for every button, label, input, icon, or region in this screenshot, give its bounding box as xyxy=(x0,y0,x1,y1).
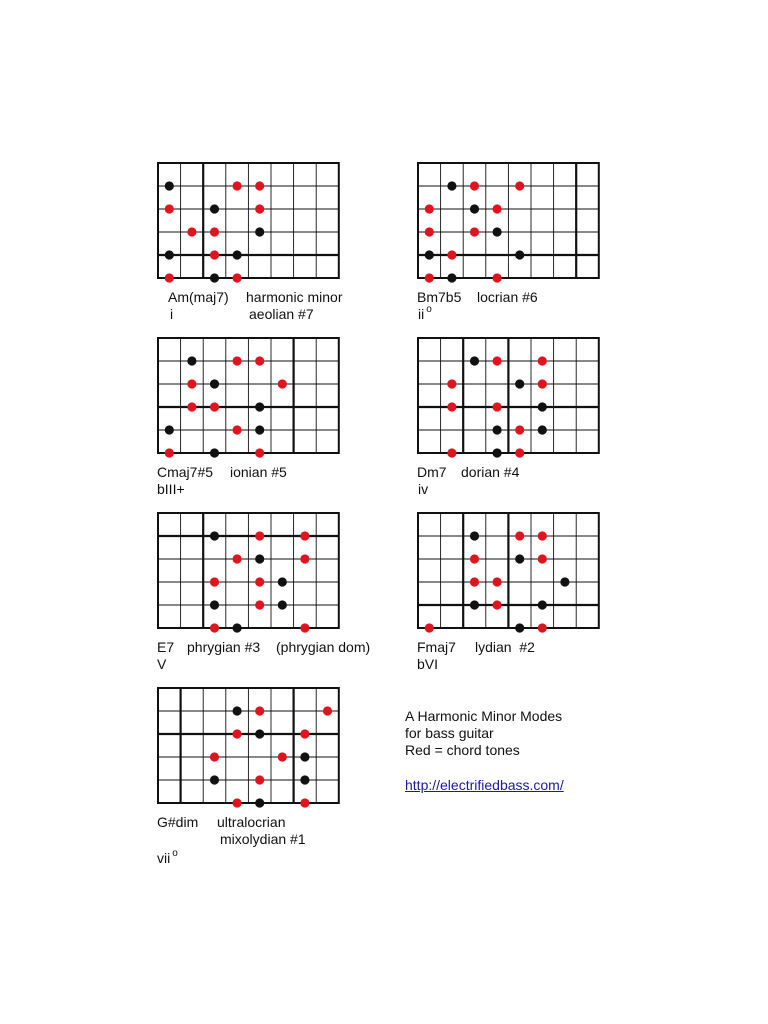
chord-tone-dot xyxy=(538,554,547,563)
chord-name: Cmaj7#5 xyxy=(157,464,214,480)
scale-tone-dot xyxy=(210,531,219,540)
chord-tone-dot xyxy=(233,798,242,807)
scale-tone-dot xyxy=(255,425,264,434)
scale-tone-dot xyxy=(447,181,456,190)
scale-tone-dot xyxy=(470,356,479,365)
chord-tone-dot xyxy=(425,273,434,282)
chord-tone-dot xyxy=(447,250,456,259)
scale-degree: vii $^o$ xyxy=(157,848,178,866)
mode-name: dorian #4 xyxy=(461,464,520,480)
chord-tone-dot xyxy=(233,273,242,282)
scale-tone-dot xyxy=(538,600,547,609)
scale-tone-dot xyxy=(470,531,479,540)
chord-tone-dot xyxy=(515,425,524,434)
chord-tone-dot xyxy=(210,402,219,411)
scale-degree: bIII+ xyxy=(157,481,185,497)
scale-tone-dot xyxy=(493,425,502,434)
chord-tone-dot xyxy=(210,623,219,632)
fretboard-diagram-fmaj7 xyxy=(417,512,601,630)
mode-name: ionian #5 xyxy=(230,464,287,480)
chord-tone-dot xyxy=(425,204,434,213)
chord-tone-dot xyxy=(255,356,264,365)
chord-tone-dot xyxy=(233,425,242,434)
scale-tone-dot xyxy=(515,623,524,632)
fretboard-diagram-cmaj7-sharp5 xyxy=(157,337,341,455)
chord-tone-dot xyxy=(470,554,479,563)
chord-tone-dot xyxy=(255,204,264,213)
scale-tone-dot xyxy=(255,402,264,411)
chord-name: G#dim xyxy=(157,814,199,830)
chord-tone-dot xyxy=(255,448,264,457)
scale-tone-dot xyxy=(165,250,174,259)
chord-tone-dot xyxy=(187,402,196,411)
chord-tone-dot xyxy=(323,706,332,715)
chord-name: Bm7b5 xyxy=(417,289,462,305)
chord-tone-dot xyxy=(187,227,196,236)
scale-tone-dot xyxy=(447,273,456,282)
chord-tone-dot xyxy=(278,752,287,761)
diminished-symbol: o xyxy=(172,848,178,859)
scale-tone-dot xyxy=(255,554,264,563)
scale-degree: i xyxy=(170,306,174,322)
scale-tone-dot xyxy=(233,250,242,259)
scale-degree: bVI xyxy=(417,656,439,672)
chord-tone-dot xyxy=(187,379,196,388)
legend-title: A Harmonic Minor Modes xyxy=(405,708,563,724)
mode-name: harmonic minor xyxy=(246,289,343,305)
scale-degree: iv xyxy=(418,481,429,497)
scale-tone-dot xyxy=(210,600,219,609)
chord-tone-dot xyxy=(493,273,502,282)
fretboard-diagram-am-maj7 xyxy=(157,162,341,280)
chord-tone-dot xyxy=(255,531,264,540)
mode-name-alt: (phrygian dom) xyxy=(276,639,371,655)
chord-tone-dot xyxy=(255,706,264,715)
fretboard-diagram-bm7b5 xyxy=(417,162,601,280)
scale-tone-dot xyxy=(233,623,242,632)
diminished-symbol: o xyxy=(426,304,432,315)
chord-tone-dot xyxy=(210,227,219,236)
scale-tone-dot xyxy=(470,204,479,213)
scale-tone-dot xyxy=(233,706,242,715)
chord-tone-dot xyxy=(470,181,479,190)
chord-tone-dot xyxy=(165,273,174,282)
chord-tone-dot xyxy=(470,227,479,236)
scale-tone-dot xyxy=(210,379,219,388)
fretboard-diagram-dm7 xyxy=(417,337,601,455)
scale-tone-dot xyxy=(278,600,287,609)
fretboard-diagram-g-sharp-dim xyxy=(157,687,341,805)
chord-tone-dot xyxy=(493,577,502,586)
chord-tone-dot xyxy=(300,623,309,632)
chord-tone-dot xyxy=(515,448,524,457)
scale-tone-dot xyxy=(255,798,264,807)
scale-tone-dot xyxy=(425,250,434,259)
scale-tone-dot xyxy=(515,250,524,259)
chord-tone-dot xyxy=(255,577,264,586)
chord-name: Dm7 xyxy=(417,464,447,480)
chord-tone-dot xyxy=(425,623,434,632)
website-link[interactable]: http://electrifiedbass.com/ xyxy=(405,777,564,793)
scale-tone-dot xyxy=(210,273,219,282)
chord-tone-dot xyxy=(538,356,547,365)
scale-tone-dot xyxy=(165,425,174,434)
chord-tone-dot xyxy=(165,204,174,213)
scale-tone-dot xyxy=(210,775,219,784)
scale-tone-dot xyxy=(300,752,309,761)
mode-name: locrian #6 xyxy=(477,289,538,305)
chord-tone-dot xyxy=(278,379,287,388)
mode-name: lydian #2 xyxy=(475,639,535,655)
chord-tone-dot xyxy=(425,227,434,236)
chord-tone-dot xyxy=(210,577,219,586)
scale-tone-dot xyxy=(560,577,569,586)
chord-tone-dot xyxy=(210,752,219,761)
chord-tone-dot xyxy=(447,448,456,457)
scale-degree: ii $^o$ xyxy=(418,304,432,322)
chord-tone-dot xyxy=(515,181,524,190)
chord-tone-dot xyxy=(255,600,264,609)
scale-tone-dot xyxy=(493,448,502,457)
chord-tone-dot xyxy=(447,402,456,411)
chord-tone-dot xyxy=(300,798,309,807)
fretboard-diagram-e7 xyxy=(157,512,341,630)
scale-tone-dot xyxy=(538,425,547,434)
chord-tone-dot xyxy=(493,356,502,365)
chord-tone-dot xyxy=(233,181,242,190)
chord-tone-dot xyxy=(470,577,479,586)
scale-tone-dot xyxy=(538,402,547,411)
chord-tone-dot xyxy=(493,600,502,609)
chord-tone-dot xyxy=(515,531,524,540)
mode-name-alt: mixolydian #1 xyxy=(220,831,306,847)
scale-tone-dot xyxy=(187,356,196,365)
scale-tone-dot xyxy=(165,181,174,190)
chord-tone-dot xyxy=(233,554,242,563)
scale-tone-dot xyxy=(255,729,264,738)
chord-name: E7 xyxy=(157,639,175,655)
chord-tone-dot xyxy=(300,554,309,563)
legend-subtitle: for bass guitar xyxy=(405,725,494,741)
scale-tone-dot xyxy=(515,379,524,388)
mode-name: phrygian #3 xyxy=(187,639,261,655)
chord-tone-dot xyxy=(493,204,502,213)
scale-tone-dot xyxy=(470,600,479,609)
chord-tone-dot xyxy=(300,729,309,738)
chord-name: Fmaj7 xyxy=(417,639,456,655)
chord-tone-dot xyxy=(255,181,264,190)
chord-tone-dot xyxy=(233,356,242,365)
scale-tone-dot xyxy=(278,577,287,586)
chord-tone-dot xyxy=(538,379,547,388)
chord-tone-dot xyxy=(210,250,219,259)
chord-tone-dot xyxy=(165,448,174,457)
chord-tone-dot xyxy=(233,729,242,738)
scale-tone-dot xyxy=(210,204,219,213)
scale-tone-dot xyxy=(493,227,502,236)
scale-tone-dot xyxy=(515,554,524,563)
scale-tone-dot xyxy=(300,775,309,784)
scale-tone-dot xyxy=(255,227,264,236)
chord-tone-dot xyxy=(300,531,309,540)
legend-color-key: Red = chord tones xyxy=(405,742,520,758)
scale-degree: V xyxy=(157,656,167,672)
chord-name: Am(maj7) xyxy=(168,289,229,305)
chord-tone-dot xyxy=(538,623,547,632)
chord-tone-dot xyxy=(447,379,456,388)
chord-tone-dot xyxy=(255,775,264,784)
scale-tone-dot xyxy=(210,448,219,457)
mode-name: ultralocrian xyxy=(217,814,286,830)
mode-name-alt: aeolian #7 xyxy=(249,306,314,322)
chord-tone-dot xyxy=(493,402,502,411)
chord-tone-dot xyxy=(538,531,547,540)
